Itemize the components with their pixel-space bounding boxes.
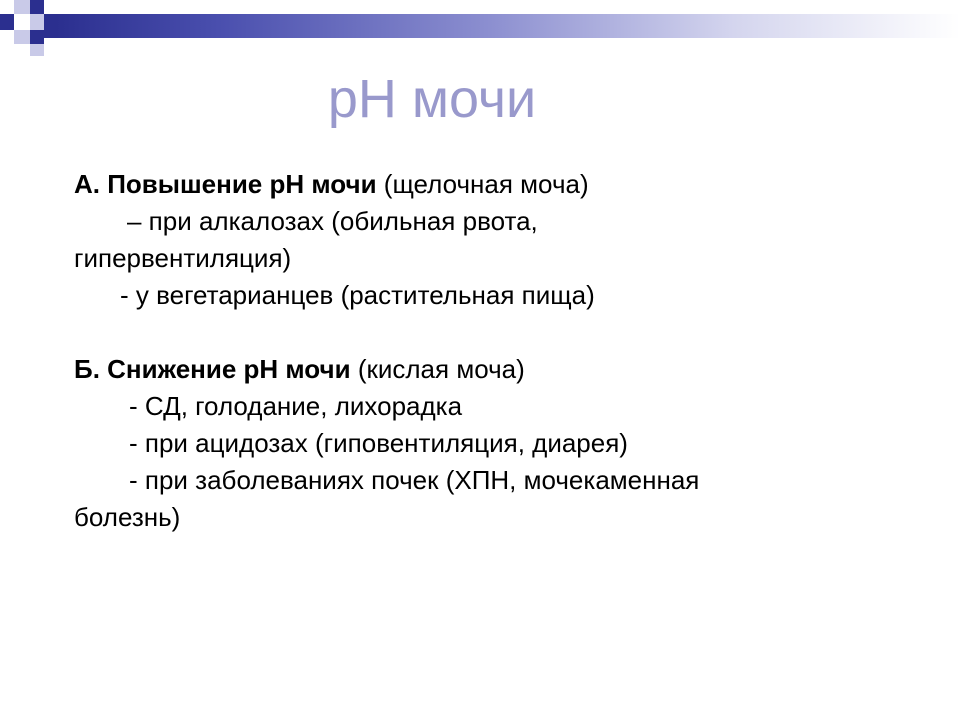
decor-square-5	[30, 14, 44, 30]
decor-square-8	[30, 30, 44, 44]
section-b-heading	[74, 351, 894, 388]
list-item: - при заболеваниях почек (ХПН, мочекаменная	[129, 465, 700, 495]
slide-title: pH мочи	[327, 69, 537, 129]
list-item: – при алкалозах (обильная рвота,	[127, 206, 538, 236]
section-gap	[74, 314, 894, 351]
list-item: - при ацидозах (гиповентиляция, диарея)	[129, 428, 628, 458]
list-item-continuation: гипервентиляция)	[74, 243, 292, 273]
decor-square-9	[30, 44, 44, 56]
section-b-heading-bold: Б. Снижение рН мочи	[74, 354, 351, 384]
header-decoration	[0, 0, 960, 60]
list-item: - СД, голодание, лихорадка	[129, 391, 463, 421]
section-a-heading	[74, 166, 894, 203]
section-b-heading-rest: (кислая моча)	[350, 354, 525, 384]
list-item-continuation: болезнь)	[74, 502, 181, 532]
decor-square-4	[14, 14, 30, 30]
section-a-heading-bold: А. Повышение рН мочи	[74, 169, 377, 199]
gradient-bar	[56, 14, 960, 38]
decor-square-6	[44, 14, 56, 38]
decor-square-2	[30, 0, 44, 14]
decor-square-7	[14, 30, 30, 44]
section-a-heading-rest: (щелочная моча)	[376, 169, 589, 199]
decor-square-3	[0, 14, 14, 30]
slide-body	[74, 166, 894, 536]
list-item: - у вегетарианцев (растительная пища)	[120, 280, 595, 310]
decor-square-1	[14, 0, 30, 14]
